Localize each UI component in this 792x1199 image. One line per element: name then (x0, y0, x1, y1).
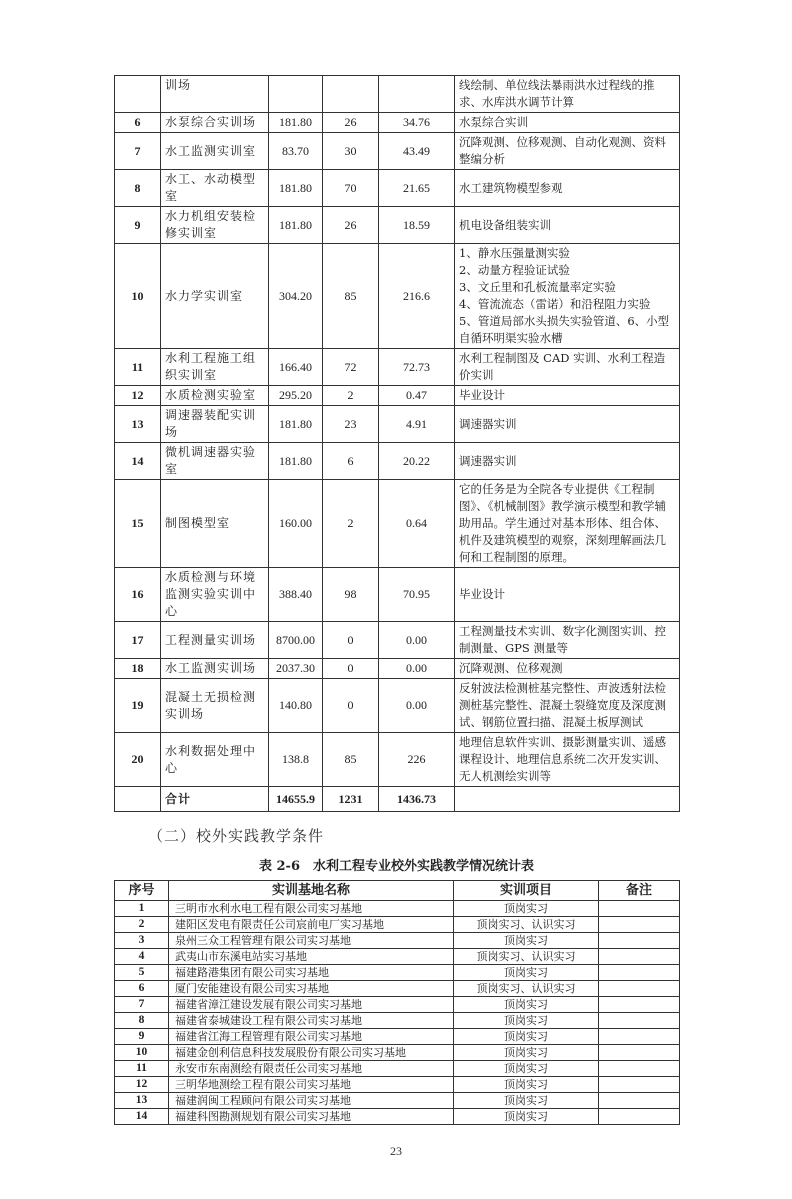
equipment-value: 0.00 (379, 622, 455, 659)
on-campus-training-table (114, 75, 680, 812)
area-value: 295.20 (269, 386, 323, 406)
table-row (115, 113, 680, 133)
facility-name: 混凝土无损检测实训场 (161, 679, 269, 733)
equipment-value: 70.95 (379, 568, 455, 622)
area-value: 181.80 (269, 207, 323, 244)
training-content (455, 244, 680, 349)
training-content: 沉降观测、位移观测、自动化观测、资料整编分析 (455, 133, 680, 170)
note (599, 1077, 680, 1093)
count-value (323, 76, 379, 113)
note (599, 901, 680, 917)
training-content: 调速器实训 (455, 443, 680, 480)
header-no: 序号 (115, 881, 169, 901)
table-row (115, 170, 680, 207)
training-project: 顶岗实习 (454, 965, 599, 981)
equipment-value: 72.73 (379, 349, 455, 386)
count-value: 2 (323, 480, 379, 568)
training-project: 顶岗实习 (454, 1029, 599, 1045)
row-number: 5 (115, 965, 169, 981)
training-content-line: 2、动量方程验证试验 (459, 263, 570, 277)
area-value: 83.70 (269, 133, 323, 170)
equipment-value: 0.64 (379, 480, 455, 568)
base-name: 建阳区发电有限责任公司宸前电厂实习基地 (169, 917, 454, 933)
note (599, 1061, 680, 1077)
table-row (115, 207, 680, 244)
equipment-value: 18.59 (379, 207, 455, 244)
table-caption: 表 2-6 水利工程专业校外实践教学情况统计表 (258, 859, 534, 874)
row-number: 10 (115, 244, 161, 349)
facility-name: 水质检测与环境监测实验实训中心 (161, 568, 269, 622)
training-project: 顶岗实习 (454, 933, 599, 949)
row-number: 12 (115, 1077, 169, 1093)
table-row (115, 997, 680, 1013)
training-content-line: 3、文丘里和孔板流量率定实验 (459, 280, 616, 294)
equipment-value: 0.00 (379, 679, 455, 733)
equipment-value: 21.65 (379, 170, 455, 207)
row-number-empty (115, 787, 161, 812)
training-content: 沉降观测、位移观测 (455, 659, 680, 679)
area-value: 181.80 (269, 170, 323, 207)
facility-name: 工程测量实训场 (161, 622, 269, 659)
training-project: 顶岗实习 (454, 1093, 599, 1109)
header-project: 实训项目 (454, 881, 599, 901)
row-number: 4 (115, 949, 169, 965)
equipment-value: 4.91 (379, 406, 455, 443)
off-campus-training-table (114, 880, 680, 1125)
note (599, 997, 680, 1013)
facility-name: 调速器装配实训场 (161, 406, 269, 443)
facility-name: 水利工程施工组织实训室 (161, 349, 269, 386)
facility-name: 水利数据处理中心 (161, 733, 269, 787)
table-row (115, 949, 680, 965)
training-content-line: 4、管流流态（雷诺）和沿程阻力实验 (459, 297, 651, 311)
facility-name: 水力机组安装检修实训室 (161, 207, 269, 244)
area-value: 140.80 (269, 679, 323, 733)
row-number: 19 (115, 679, 161, 733)
row-number: 7 (115, 997, 169, 1013)
row-number: 9 (115, 1029, 169, 1045)
table-row (115, 659, 680, 679)
table-row (115, 1013, 680, 1029)
row-number: 8 (115, 1013, 169, 1029)
row-number: 6 (115, 981, 169, 997)
table-row (115, 622, 680, 659)
training-content: 线绘制、单位线法暴雨洪水过程线的推求、水库洪水调节计算 (455, 76, 680, 113)
area-value: 304.20 (269, 244, 323, 349)
count-value: 98 (323, 568, 379, 622)
row-number: 1 (115, 901, 169, 917)
area-value: 388.40 (269, 568, 323, 622)
row-number: 12 (115, 386, 161, 406)
count-value: 26 (323, 113, 379, 133)
row-number: 18 (115, 659, 161, 679)
training-content: 地理信息软件实训、摄影测量实训、遥感课程设计、地理信息系统二次开发实训、无人机测绘实训等 (455, 733, 680, 787)
base-name: 厦门安能建设有限公司实习基地 (169, 981, 454, 997)
equipment-value: 226 (379, 733, 455, 787)
training-content: 水工建筑物模型参观 (455, 170, 680, 207)
total-row (115, 787, 680, 812)
total-content-empty (455, 787, 680, 812)
facility-name: 水泵综合实训场 (161, 113, 269, 133)
base-name: 武夷山市东溪电站实习基地 (169, 949, 454, 965)
training-project: 顶岗实习、认识实习 (454, 949, 599, 965)
facility-name: 微机调速器实验室 (161, 443, 269, 480)
training-content: 毕业设计 (455, 386, 680, 406)
equipment-value (379, 76, 455, 113)
equipment-value: 20.22 (379, 443, 455, 480)
table-row (115, 1045, 680, 1061)
count-value: 85 (323, 244, 379, 349)
page-number: 23 (390, 1144, 402, 1158)
row-number: 13 (115, 406, 161, 443)
count-value: 85 (323, 733, 379, 787)
note (599, 917, 680, 933)
row-number: 14 (115, 443, 161, 480)
row-number: 10 (115, 1045, 169, 1061)
note (599, 1045, 680, 1061)
training-content: 水泵综合实训 (455, 113, 680, 133)
table-row (115, 965, 680, 981)
area-value: 181.80 (269, 113, 323, 133)
count-value: 0 (323, 679, 379, 733)
facility-name: 水工监测实训场 (161, 659, 269, 679)
training-project: 顶岗实习 (454, 1013, 599, 1029)
training-content: 调速器实训 (455, 406, 680, 443)
row-number: 3 (115, 933, 169, 949)
area-value: 181.80 (269, 406, 323, 443)
training-content: 水利工程制图及 CAD 实训、水利工程造价实训 (455, 349, 680, 386)
table-row (115, 981, 680, 997)
note (599, 1109, 680, 1125)
area-value: 2037.30 (269, 659, 323, 679)
count-value: 23 (323, 406, 379, 443)
equipment-value: 216.6 (379, 244, 455, 349)
facility-name: 水质检测实验室 (161, 386, 269, 406)
row-number: 6 (115, 113, 161, 133)
note (599, 1029, 680, 1045)
note (599, 933, 680, 949)
row-number: 20 (115, 733, 161, 787)
table-row (115, 386, 680, 406)
table-row (115, 244, 680, 349)
training-content-line: 5、管道局部水头损失实验管道、6、小型自循环明渠实验水槽 (459, 314, 670, 345)
count-value: 70 (323, 170, 379, 207)
row-number (115, 76, 161, 113)
training-project: 顶岗实习 (454, 1045, 599, 1061)
area-value: 160.00 (269, 480, 323, 568)
base-name: 泉州三众工程管理有限公司实习基地 (169, 933, 454, 949)
facility-name: 水力学实训室 (161, 244, 269, 349)
equipment-value: 34.76 (379, 113, 455, 133)
training-content: 工程测量技术实训、数字化测图实训、控制测量、GPS 测量等 (455, 622, 680, 659)
training-project: 顶岗实习、认识实习 (454, 917, 599, 933)
table-row (115, 406, 680, 443)
table-row (115, 349, 680, 386)
base-name: 福建科图勘测规划有限公司实习基地 (169, 1109, 454, 1125)
row-number: 16 (115, 568, 161, 622)
area-value (269, 76, 323, 113)
table-row (115, 1029, 680, 1045)
section-heading: （二）校外实践教学条件 (148, 827, 325, 845)
area-value: 138.8 (269, 733, 323, 787)
facility-name: 水工监测实训室 (161, 133, 269, 170)
row-number: 2 (115, 917, 169, 933)
row-number: 17 (115, 622, 161, 659)
note (599, 965, 680, 981)
base-name: 福建省漳江建设发展有限公司实习基地 (169, 997, 454, 1013)
training-content: 机电设备组装实训 (455, 207, 680, 244)
note (599, 949, 680, 965)
training-content-line: 1、静水压强量测实验 (459, 246, 570, 260)
note (599, 1013, 680, 1029)
table-row (115, 901, 680, 917)
count-value: 26 (323, 207, 379, 244)
training-content: 它的任务是为全院各专业提供《工程制图》、《机械制图》教学演示模型和教学辅助用品。学生通过对基本形体、组合体、机件及建筑模型的观察，深刻理解画法几何和工程制图的原理。 (455, 480, 680, 568)
table-row (115, 1093, 680, 1109)
training-project: 顶岗实习 (454, 997, 599, 1013)
table-row (115, 568, 680, 622)
base-name: 福建省泰城建设工程有限公司实习基地 (169, 1013, 454, 1029)
total-area: 14655.9 (269, 787, 323, 812)
area-value: 8700.00 (269, 622, 323, 659)
table-row (115, 1061, 680, 1077)
header-base-name: 实训基地名称 (169, 881, 454, 901)
training-project: 顶岗实习 (454, 1061, 599, 1077)
table-row (115, 679, 680, 733)
table-row (115, 76, 680, 113)
row-number: 9 (115, 207, 161, 244)
total-value: 1436.73 (379, 787, 455, 812)
area-value: 181.80 (269, 443, 323, 480)
count-value: 2 (323, 386, 379, 406)
training-project: 顶岗实习、认识实习 (454, 981, 599, 997)
row-number: 7 (115, 133, 161, 170)
total-count: 1231 (323, 787, 379, 812)
count-value: 0 (323, 622, 379, 659)
table-header-row (115, 881, 680, 901)
note (599, 1093, 680, 1109)
facility-name: 水工、水动模型室 (161, 170, 269, 207)
count-value: 72 (323, 349, 379, 386)
base-name: 福建路港集团有限公司实习基地 (169, 965, 454, 981)
total-label: 合计 (161, 787, 269, 812)
note (599, 981, 680, 997)
base-name: 福建金创利信息科技发展股份有限公司实习基地 (169, 1045, 454, 1061)
table-row (115, 133, 680, 170)
header-note: 备注 (599, 881, 680, 901)
training-project: 顶岗实习 (454, 1077, 599, 1093)
facility-name: 制图模型室 (161, 480, 269, 568)
equipment-value: 0.47 (379, 386, 455, 406)
table-row (115, 1077, 680, 1093)
row-number: 14 (115, 1109, 169, 1125)
row-number: 15 (115, 480, 161, 568)
count-value: 6 (323, 443, 379, 480)
base-name: 三明华地测绘工程有限公司实习基地 (169, 1077, 454, 1093)
base-name: 福建省江海工程管理有限公司实习基地 (169, 1029, 454, 1045)
count-value: 0 (323, 659, 379, 679)
training-content: 毕业设计 (455, 568, 680, 622)
base-name: 永安市东南测绘有限责任公司实习基地 (169, 1061, 454, 1077)
base-name: 福建润闽工程顾问有限公司实习基地 (169, 1093, 454, 1109)
training-project: 顶岗实习 (454, 1109, 599, 1125)
row-number: 11 (115, 1061, 169, 1077)
area-value: 166.40 (269, 349, 323, 386)
table-row (115, 917, 680, 933)
table-row (115, 733, 680, 787)
equipment-value: 0.00 (379, 659, 455, 679)
training-project: 顶岗实习 (454, 901, 599, 917)
table-row (115, 443, 680, 480)
table-row (115, 1109, 680, 1125)
facility-name: 训场 (161, 76, 269, 113)
training-content: 反射波法检测桩基完整性、声波透射法检测桩基完整性、混凝土裂缝宽度及深度测试、钢筋位置扫描、混凝土板厚测试 (455, 679, 680, 733)
equipment-value: 43.49 (379, 133, 455, 170)
row-number: 13 (115, 1093, 169, 1109)
count-value: 30 (323, 133, 379, 170)
table-row (115, 480, 680, 568)
table-row (115, 933, 680, 949)
base-name: 三明市水利水电工程有限公司实习基地 (169, 901, 454, 917)
row-number: 11 (115, 349, 161, 386)
row-number: 8 (115, 170, 161, 207)
